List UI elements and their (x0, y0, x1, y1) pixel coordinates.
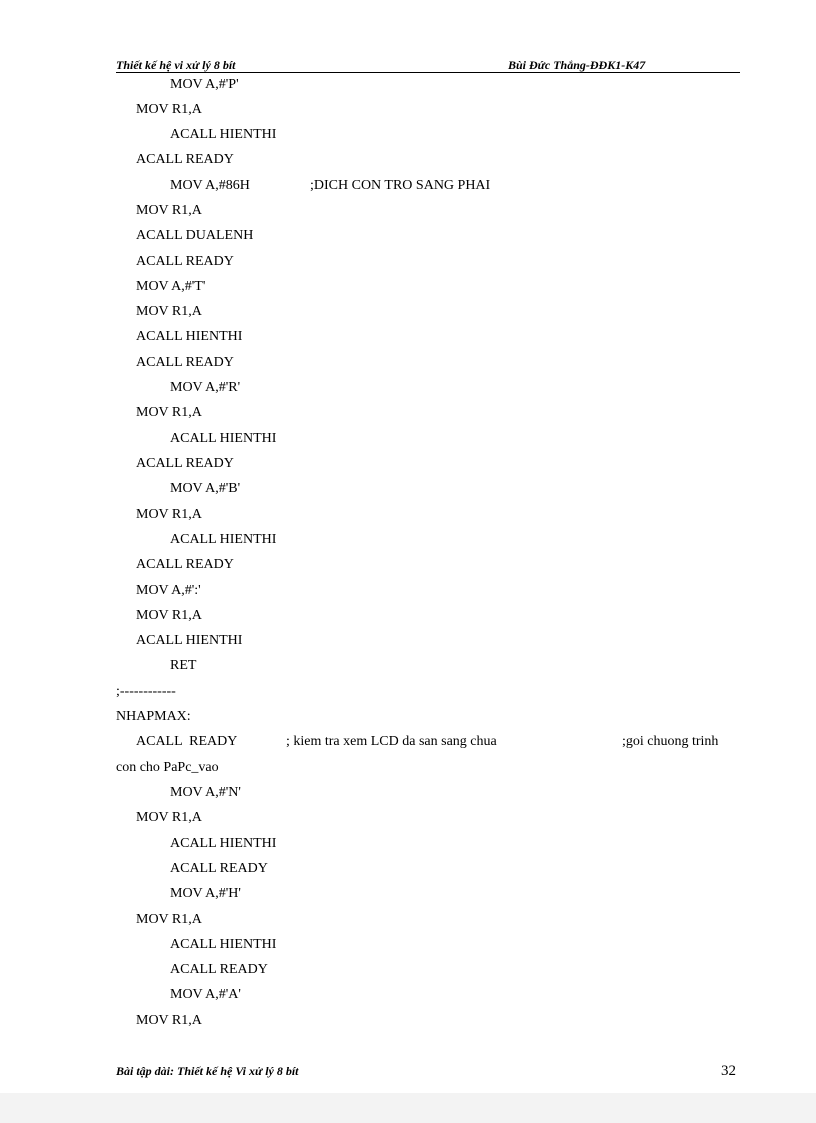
code-line: ACALL READY (136, 557, 234, 572)
page-footer-title: Bài tập dài: Thiết kế hệ Vi xử lý 8 bít (116, 1064, 299, 1078)
code-line: MOV A,#'N' (170, 785, 241, 800)
code-line: ACALL HIENTHI (170, 836, 277, 851)
code-line: ACALL READY (136, 734, 238, 749)
code-line: MOV R1,A (136, 507, 202, 522)
code-line: MOV R1,A (136, 405, 202, 420)
code-line: MOV A,#'P' (170, 77, 239, 92)
code-line: MOV R1,A (136, 1013, 202, 1028)
code-line: MOV R1,A (136, 102, 202, 117)
page-header (116, 58, 740, 73)
code-line: ACALL READY (136, 152, 234, 167)
code-line: ACALL READY (136, 456, 234, 471)
code-line: MOV A,#'T' (136, 279, 206, 294)
code-line: ACALL HIENTHI (136, 633, 243, 648)
code-line: ACALL READY (136, 254, 234, 269)
code-separator: ;------------ (116, 684, 176, 699)
code-line: MOV R1,A (136, 608, 202, 623)
code-line: MOV A,#'H' (170, 886, 241, 901)
code-line: MOV R1,A (136, 810, 202, 825)
code-line: ACALL READY (170, 861, 268, 876)
page-bottom-strip (0, 1093, 816, 1123)
code-label: NHAPMAX: (116, 709, 191, 724)
code-line: ACALL READY (170, 962, 268, 977)
code-line: ACALL HIENTHI (170, 532, 277, 547)
code-comment: ;goi chuong trinh (622, 734, 719, 749)
code-line: ACALL HIENTHI (136, 329, 243, 344)
code-line: MOV A,#86H (170, 178, 250, 193)
code-line: MOV A,#'R' (170, 380, 241, 395)
code-line: ACALL HIENTHI (170, 431, 277, 446)
code-line: MOV A,#':' (136, 583, 201, 598)
header-title: Thiết kế hệ vi xử lý 8 bít (116, 58, 236, 72)
header-author: Bùi Đức Thắng-ĐĐK1-K47 (508, 58, 646, 72)
code-line: MOV R1,A (136, 304, 202, 319)
code-line: ACALL HIENTHI (170, 937, 277, 952)
code-line: ACALL READY (136, 355, 234, 370)
code-line: MOV R1,A (136, 203, 202, 218)
code-line: MOV A,#'B' (170, 481, 241, 496)
page-number: 32 (721, 1063, 736, 1079)
code-line: MOV A,#'A' (170, 987, 241, 1002)
code-line: ACALL DUALENH (136, 228, 254, 243)
code-line: MOV R1,A (136, 912, 202, 927)
code-line: RET (170, 658, 197, 673)
code-line: ACALL HIENTHI (170, 127, 277, 142)
code-comment-wrap: con cho PaPc_vao (116, 760, 219, 775)
code-comment: ;DICH CON TRO SANG PHAI (310, 178, 491, 193)
code-comment: ; kiem tra xem LCD da san sang chua (286, 734, 497, 749)
